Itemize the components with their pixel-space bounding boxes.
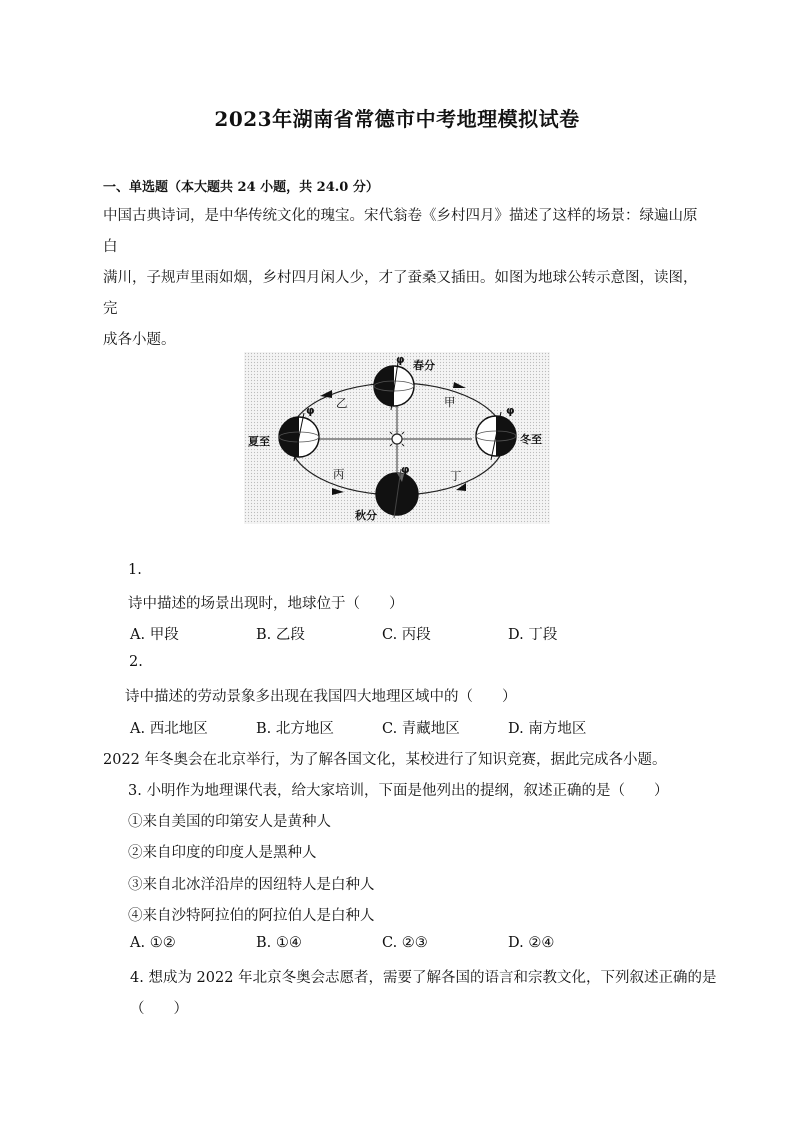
segment-bing-label: 丙 — [333, 467, 345, 481]
pole-symbol: φ — [506, 404, 515, 417]
question-2-text: 诗中描述的劳动景象多出现在我国四大地理区域中的（ ） — [125, 689, 517, 705]
question-2-option-c[interactable]: C. 青藏地区 — [382, 721, 460, 737]
pole-symbol: φ — [306, 404, 315, 417]
winter-solstice-label: 冬至 — [520, 433, 542, 446]
intro-line: 满川，子规声里雨如烟，乡村四月闲人少，才了蚕桑又插田。如图为地球公转示意图，读图，完 — [103, 270, 698, 317]
question-2-option-b[interactable]: B. 北方地区 — [256, 721, 334, 737]
question-1-option-d[interactable]: D. 丁段 — [508, 627, 558, 643]
segment-jia-label: 甲 — [444, 395, 456, 409]
question-3-statement: ④来自沙特阿拉伯的阿拉伯人是白种人 — [128, 908, 375, 924]
question-1-option-c[interactable]: C. 丙段 — [382, 627, 431, 643]
question-2-number: 2. — [129, 654, 143, 670]
orbit-diagram — [244, 352, 550, 524]
question-3-statement: ②来自印度的印度人是黑种人 — [128, 845, 317, 861]
question-3-option-c[interactable]: C. ②③ — [382, 935, 428, 951]
question-3-statement: ①来自美国的印第安人是黄种人 — [128, 814, 331, 830]
page-title: 2023年湖南省常德市中考地理模拟试卷 — [214, 107, 580, 131]
question-1-option-b[interactable]: B. 乙段 — [256, 627, 305, 643]
intro-line: 中国古典诗词，是中华传统文化的瑰宝。宋代翁卷《乡村四月》描述了这样的场景：绿遍山原白 — [103, 208, 698, 255]
summer-solstice-label: 夏至 — [248, 435, 270, 448]
autumn-equinox-label: 秋分 — [355, 509, 377, 522]
question-1-text: 诗中描述的场景出现时，地球位于（ ） — [128, 596, 404, 612]
sun-icon — [387, 429, 407, 449]
question-3-statement: ③来自北冰洋沿岸的因纽特人是白种人 — [128, 877, 375, 893]
section-heading: 一、单选题（本大题共 24 小题，共 24.0 分） — [103, 180, 379, 195]
question-1-number: 1. — [128, 562, 142, 578]
passage-2: 2022 年冬奥会在北京举行，为了解各国文化，某校进行了知识竞赛，据此完成各小题。 — [103, 752, 667, 768]
intro-passage — [103, 201, 698, 356]
pole-symbol: φ — [401, 463, 410, 476]
question-3-text: 3. 小明作为地理课代表，给大家培训，下面是他列出的提纲，叙述正确的是（ ） — [128, 783, 669, 799]
question-2-option-d[interactable]: D. 南方地区 — [508, 721, 587, 737]
spring-equinox-label: 春分 — [413, 359, 435, 372]
question-1-option-a[interactable]: A. 甲段 — [130, 627, 179, 643]
segment-ding-label: 丁 — [450, 469, 462, 483]
earth-orbit-figure — [244, 352, 550, 524]
question-4-bracket: （ ） — [130, 1001, 188, 1017]
segment-yi-label: 乙 — [336, 396, 348, 410]
question-3-option-d[interactable]: D. ②④ — [508, 935, 555, 951]
pole-symbol: φ — [396, 353, 405, 366]
intro-line: 成各小题。 — [103, 332, 176, 348]
question-4-text: 4. 想成为 2022 年北京冬奥会志愿者，需要了解各国的语言和宗教文化，下列叙述正确的是 — [130, 970, 717, 986]
question-2-option-a[interactable]: A. 西北地区 — [130, 721, 208, 737]
question-3-option-a[interactable]: A. ①② — [130, 935, 176, 951]
question-3-option-b[interactable]: B. ①④ — [256, 935, 302, 951]
